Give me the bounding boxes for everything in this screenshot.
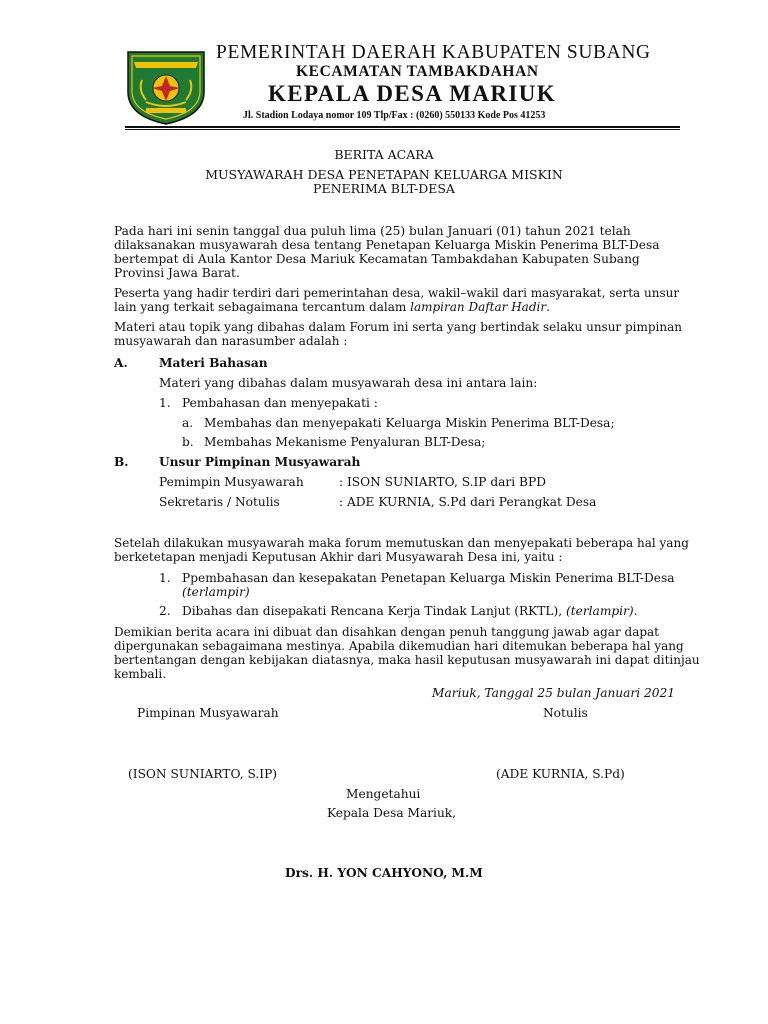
letterhead-government: PEMERINTAH DAERAH KABUPATEN SUBANG [216,42,651,63]
leader-role: Pimpinan Musyawarah [137,706,279,720]
section-a-subitem-b-marker: b. [182,435,194,449]
intro-p2-line1: Peserta yang hadir terdiri dari pemerintahan desa, wakil–wakil dari masyarakat, serta unsur [114,286,680,300]
intro-p2-line2 [114,300,550,314]
intro-p1-line3: bertempat di Aula Kantor Desa Mariuk Kecamatan Tambakdahan Kabupaten Subang [114,252,640,266]
section-a-item-number: 1. [159,396,171,410]
document-subtitle-line1: MUSYAWARAH DESA PENETAPAN KELUARGA MISKIN [205,167,563,182]
leader-label: Pemimpin Musyawarah [159,475,304,489]
decision-line2: berketetapan menjadi Keputusan Akhir dari Musyawarah Desa ini, yaitu : [114,550,563,564]
intro-p3-line2: musyawarah dan narasumber adalah : [114,334,348,348]
decision-item2-end: . [633,604,638,618]
decision-item2-italic: (terlampir) [565,604,634,618]
intro-p1-line4: Provinsi Jawa Barat. [114,266,240,280]
intro-p3-line1: Materi atau topik yang dibahas dalam Forum ini serta yang bertindak selaku unsur pimpinan [114,320,683,334]
intro-p1-line1: Pada hari ini senin tanggal dua puluh lima (25) bulan Januari (01) tahun 2021 telah [114,224,631,238]
letterhead-village-head: KEPALA DESA MARIUK [268,81,557,106]
letterhead-district: KECAMATAN TAMBAKDAHAN [296,63,539,80]
intro-p1-line2: dilaksanakan musyawarah desa tentang Penetapan Keluarga Miskin Penerima BLT-Desa [114,238,660,252]
letterhead-divider-thin [125,129,680,130]
decision-item2-line [182,604,638,618]
secretary-label: Sekretaris / Notulis [159,495,280,509]
leader-value: : ISON SUNIARTO, S.IP dari BPD [339,475,546,489]
letterhead-address: Jl. Stadion Lodaya nomor 109 Tlp/Fax : (0260) 550133 Kode Pos 41253 [243,110,546,121]
document-subtitle-line2: PENERIMA BLT-DESA [313,181,455,196]
closing-line4: kembali. [114,667,167,681]
section-a-lead: Materi yang dibahas dalam musyawarah desa ini antara lain: [159,376,538,390]
decision-line1: Setelah dilakukan musyawarah maka forum memutuskan dan menyepakati beberapa hal yang [114,536,689,550]
secretary-value: : ADE KURNIA, S.Pd dari Perangkat Desa [339,495,597,509]
section-a-subitem-a-marker: a. [182,416,194,430]
decision-item2-marker: 2. [159,604,171,618]
section-b-title: Unsur Pimpinan Musyawarah [159,455,361,469]
decision-item1-italic: (terlampir) [182,585,250,599]
decision-item1-text: Ppembahasan dan kesepakatan Penetapan Keluarga Miskin Penerima BLT-Desa [182,571,675,585]
subang-regency-emblem [120,46,212,126]
closing-line2: dipergunakan sebagaimana mestinya. Apabila dikemudian hari ditemukan beberapa hal yang [114,639,684,653]
place-date: Mariuk, Tanggal 25 bulan Januari 2021 [432,686,676,700]
document-title: BERITA ACARA [334,147,434,162]
village-head-name: Drs. H. YON CAHYONO, M.M [285,866,483,880]
letterhead-divider-thick [125,126,680,128]
section-a-item-text: Pembahasan dan menyepakati : [182,396,378,410]
closing-line1: Demikian berita acara ini dibuat dan disahkan dengan penuh tanggung jawab agar dapat [114,625,660,639]
intro-p2-text: lain yang terkait sebagaimana tercantum dalam [114,300,411,314]
section-a-marker: A. [114,356,128,370]
section-a-title: Materi Bahasan [159,356,268,370]
secretary-role: Notulis [543,706,588,720]
leader-signature-name: (ISON SUNIARTO, S.IP) [128,767,278,781]
closing-line3: bertentangan dengan kebijakan diatasnya, maka hasil keputusan musyawarah ini dapat ditinjau [114,653,700,667]
intro-p2-end: . [546,300,550,314]
acknowledge-label: Mengetahui [346,787,421,801]
village-head-role: Kepala Desa Mariuk, [327,806,457,820]
intro-p2-italic: lampiran Daftar Hadir [410,300,547,314]
decision-item2-text: Dibahas dan disepakati Rencana Kerja Tindak Lanjut (RKTL), [182,604,566,618]
section-b-marker: B. [114,455,129,469]
section-a-subitem-b-text: Membahas Mekanisme Penyaluran BLT-Desa; [204,435,486,449]
section-a-subitem-a-text: Membahas dan menyepakati Keluarga Miskin Penerima BLT-Desa; [204,416,615,430]
decision-item1-marker: 1. [159,571,171,585]
secretary-signature-name: (ADE KURNIA, S.Pd) [496,767,625,781]
